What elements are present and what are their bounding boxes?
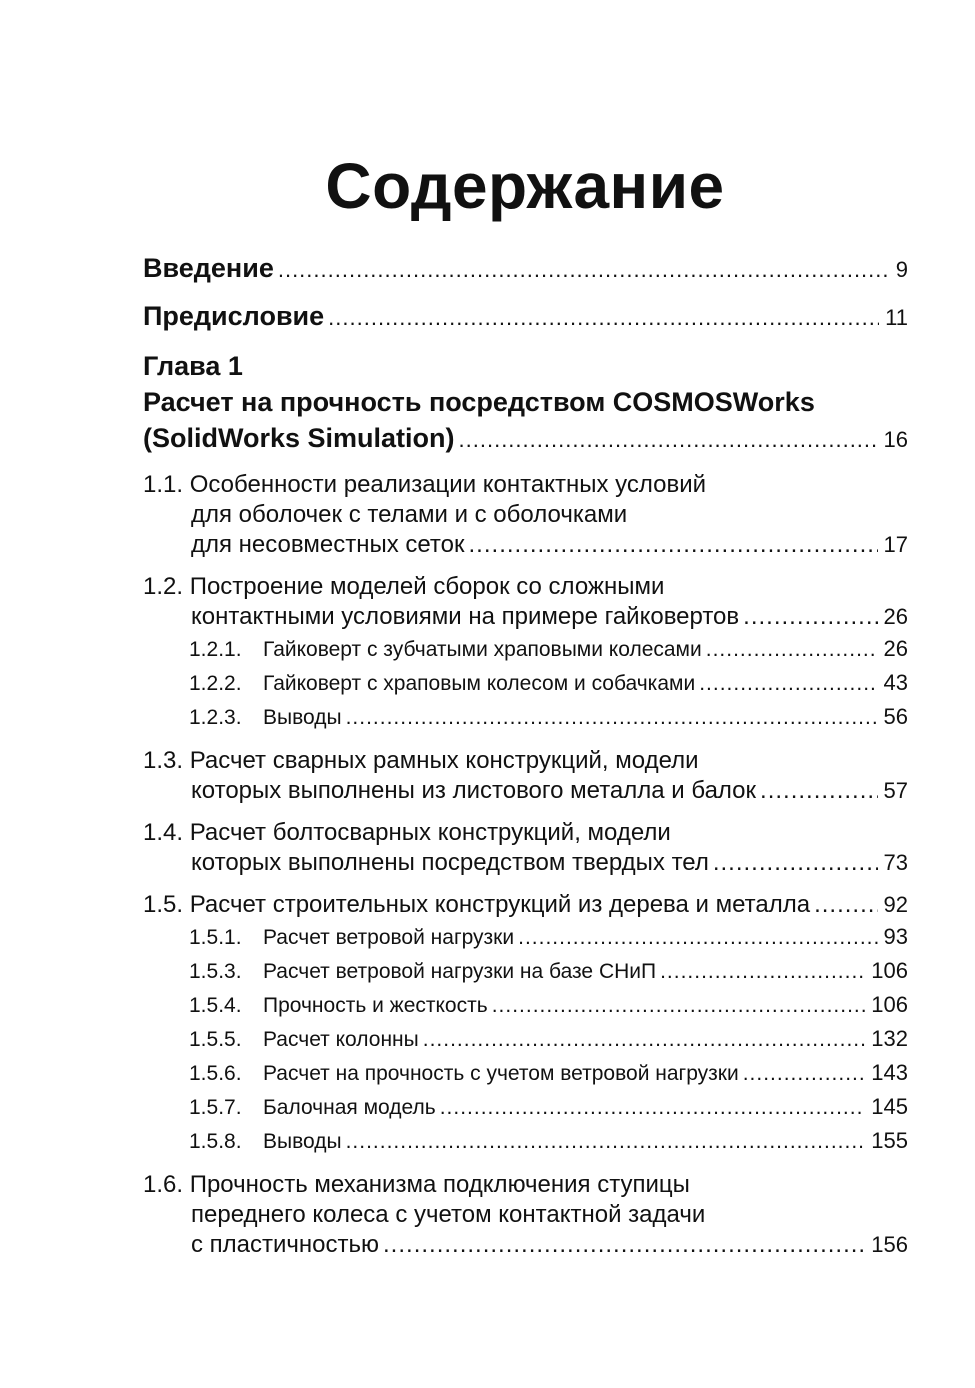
page-number: 145 [871,1094,908,1119]
toc-entry-intro[interactable] [143,250,908,288]
chapter-title-line1: Расчет на прочность посредством COSMOSWorks [143,387,815,417]
subsection-title: Балочная модель [263,1096,436,1119]
dot-leader [743,1057,866,1090]
section-title-line2: переднего колеса с учетом контактной задачи [191,1201,706,1228]
subsection-number: 1.5.7. [189,1096,242,1119]
subsection-number: 1.5.8. [189,1130,242,1153]
chapter-label: Глава 1 [143,351,243,381]
dot-leader [440,1091,866,1124]
dot-leader [699,667,877,700]
toc-entry-1-5-1[interactable] [143,920,908,954]
section-number: 1.2. [143,573,184,600]
page-number: 73 [883,850,908,875]
dot-leader [278,252,890,288]
dot-leader [328,300,879,336]
toc-entry-chapter-1[interactable] [143,348,908,458]
page-number: 155 [871,1128,908,1153]
page-number: 11 [885,305,908,330]
page-number: 56 [883,704,908,729]
entry-title: Предисловие [143,301,325,331]
page-number: 93 [883,924,908,949]
page-number: 106 [871,958,908,983]
toc-entry-1-3[interactable] [143,746,908,806]
table-of-contents [143,250,908,1260]
subsection-number: 1.2.3. [189,706,242,729]
dot-leader [469,530,878,560]
chapter-title-line2: (SolidWorks Simulation) [143,423,455,453]
section-number: 1.5. [143,891,184,918]
section-number: 1.3. [143,747,184,774]
page-number: 16 [883,427,908,452]
section-title-line1: Прочность механизма подключения ступицы [189,1171,690,1198]
dot-leader [760,776,877,806]
page-number: 106 [871,992,908,1017]
dot-leader [346,701,878,734]
subsection-title: Выводы [263,1130,342,1153]
page-number: 43 [883,670,908,695]
subsection-title: Гайковерт с зубчатыми храповыми колесами [263,638,702,661]
dot-leader [346,1125,866,1158]
dot-leader [492,989,866,1022]
subsection-number: 1.5.1. [189,926,242,949]
page-number: 17 [883,532,908,557]
toc-entry-1-5-8[interactable] [143,1124,908,1158]
toc-entry-preface[interactable] [143,298,908,336]
page-title: Содержание [325,150,725,222]
page-number: 156 [871,1232,908,1257]
toc-entry-1-2[interactable] [143,572,908,632]
toc-entry-1-2-3[interactable] [143,700,908,734]
dot-leader [423,1023,866,1056]
subsection-number: 1.5.4. [189,994,242,1017]
page-number: 9 [895,257,908,282]
dot-leader [706,633,878,666]
section-title-line1: Расчет строительных конструкций из дерева и металла [189,891,811,918]
subsection-title: Расчет на прочность с учетом ветровой нагрузки [263,1062,739,1085]
page-number: 92 [883,892,908,917]
dot-leader [383,1230,865,1260]
subsection-number: 1.5.3. [189,960,242,983]
section-title-line1: Особенности реализации контактных условий [189,471,707,498]
section-title-line1: Расчет сварных рамных конструкций, модели [189,747,699,774]
page-number: 143 [871,1060,908,1085]
section-title-line2: контактными условиями на примере гайковертов [191,603,740,630]
dot-leader [814,890,877,920]
section-title-line2: для оболочек с телами и с оболочками [191,501,628,528]
subsection-number: 1.5.5. [189,1028,242,1051]
subsection-title: Расчет ветровой нагрузки [263,926,515,949]
subsection-number: 1.5.6. [189,1062,242,1085]
toc-entry-1-2-1[interactable] [143,632,908,666]
toc-entry-1-6[interactable] [143,1170,908,1260]
subsection-number: 1.2.1. [189,638,242,661]
entry-title: Введение [143,253,274,283]
section-title-line3: для несовместных сеток [191,531,465,558]
toc-entry-1-5-5[interactable] [143,1022,908,1056]
toc-entry-1-2-2[interactable] [143,666,908,700]
page-number: 57 [883,778,908,803]
page-number: 26 [883,604,908,629]
toc-entry-1-1[interactable] [143,470,908,560]
section-number: 1.1. [143,471,184,498]
subsection-title: Прочность и жесткость [263,994,488,1017]
dot-leader [660,955,865,988]
section-number: 1.6. [143,1171,184,1198]
subsection-title: Гайковерт с храповым колесом и собачками [263,672,696,695]
toc-entry-1-5-4[interactable] [143,988,908,1022]
page-number: 26 [883,636,908,661]
toc-entry-1-5[interactable] [143,890,908,920]
toc-entry-1-5-6[interactable] [143,1056,908,1090]
toc-entry-1-5-7[interactable] [143,1090,908,1124]
toc-entry-1-5-3[interactable] [143,954,908,988]
subsection-title: Расчет ветровой нагрузки на базе СНиП [263,960,657,983]
section-title-line2: которых выполнены из листового металла и балок [191,777,757,804]
toc-entry-1-4[interactable] [143,818,908,878]
section-number: 1.4. [143,819,184,846]
dot-leader [518,921,877,954]
dot-leader [459,422,878,458]
dot-leader [713,848,878,878]
dot-leader [743,602,877,632]
section-title-line1: Построение моделей сборок со сложными [189,573,665,600]
section-title-line1: Расчет болтосварных конструкций, модели [189,819,671,846]
section-title-line2: которых выполнены посредством твердых тел [191,849,709,876]
subsection-number: 1.2.2. [189,672,242,695]
subsection-title: Расчет колонны [263,1028,419,1051]
subsection-title: Выводы [263,706,342,729]
page-number: 132 [871,1026,908,1051]
section-title-line3: с пластичностью [191,1231,380,1258]
